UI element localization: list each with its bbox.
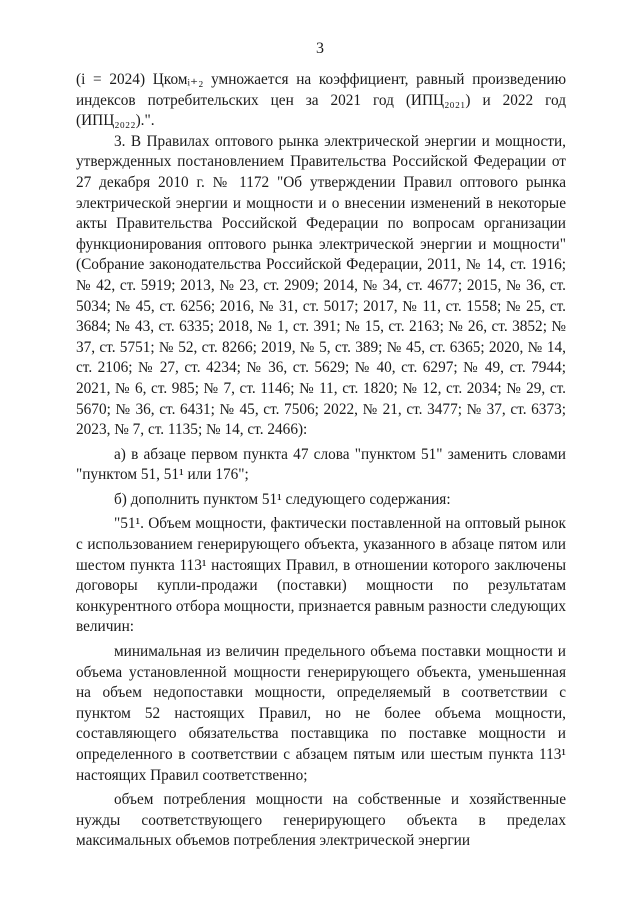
document-body (76, 70, 566, 852)
paragraph-consumption-volume: объем потребления мощности на собственные и хозяйственные нужды соответствующего генерирующего объекта в пределах максимальных объемов потребления электрической энергии (76, 791, 566, 850)
paragraph-subitem-a: а) в абзаце первом пункта 47 слова "пунктом 51" заменить словами "пунктом 51, 51¹ или 176"; (76, 445, 566, 484)
paragraph-minimal-value: минимальная из величин предельного объема поставки мощности и объема установленной мощности генерирующего объекта, уменьшенная на объем недопоставки мощности, определяемый в соответствии с пунктом 52 настоящих Правил, но не более объема мощности, составляющего обязательства поставщика по поставке мощности и определенного в соответствии с абзацем пятым или шестым пункта 113¹ настоящих Правил соответственно; (76, 643, 566, 784)
page-number: 3 (316, 40, 324, 57)
paragraph-subitem-b: б) дополнить пунктом 51¹ следующего содержания: (114, 490, 451, 508)
paragraph-item-3: 3. В Правилах оптового рынка электрической энергии и мощности, утвержденных постановлением Правительства Российской Федерации от 27 декабря 2010 г. № 1172 "Об утверждении Правил оптового рынка электрической энергии и мощности и о внесении изменений в некоторые акты Правительства Российской Федерации по вопросам организации функционирования оптового рынка электрической энергии и мощности" (Собрание законодательства Российской Федерации, 2011, № 14, ст. 1916; № 42, ст. 5919; 2013, № 23, ст. 2909; 2014, № 34, ст. 4677; 2015, № 36, ст. 5034; № 45, ст. 6256; 2016, № 31, ст. 5017; 2017, № 11, ст. 1558; № 25, ст. 3684; № 43, ст. 6335; 2018, № 1, ст. 391; № 15, ст. 2163; № 26, ст. 3852; № 37, ст. 5751; № 52, ст. 8266; 2019, № 5, ст. 389; № 45, ст. 6365; 2020, № 14, ст. 2106; № 27, ст. 4234; № 36, ст. 5629; № 40, ст. 6297; № 49, ст. 7944; 2021, № 6, ст. 985; № 7, ст. 1146; № 11, ст. 1820; № 12, ст. 2034; № 29, ст. 5670; № 36, ст. 6431; № 45, ст. 7506; 2022, № 21, ст. 3477; № 37, ст. 6373; 2023, № 7, ст. 1135; № 14, ст. 2466): (76, 132, 566, 439)
paragraph-point-51-1: "51¹. Объем мощности, фактически поставленной на оптовый рынок с использованием генерирующего объекта, указанного в абзаце пятом или шестом пункта 113¹ настоящих Правил, в отношении которого заключены договоры купли-продажи (поставки) мощности по результатам конкурентного отбора мощности, признается равным разности следующих величин: (76, 515, 566, 636)
paragraph-formula-continuation: (i = 2024) Цкомᵢ₊₂ умножается на коэффициент, равный произведению индексов потребительских цен за 2021 год (ИПЦ₂₀₂₁) и 2022 год (ИПЦ₂₀₂₂).". (76, 71, 566, 130)
